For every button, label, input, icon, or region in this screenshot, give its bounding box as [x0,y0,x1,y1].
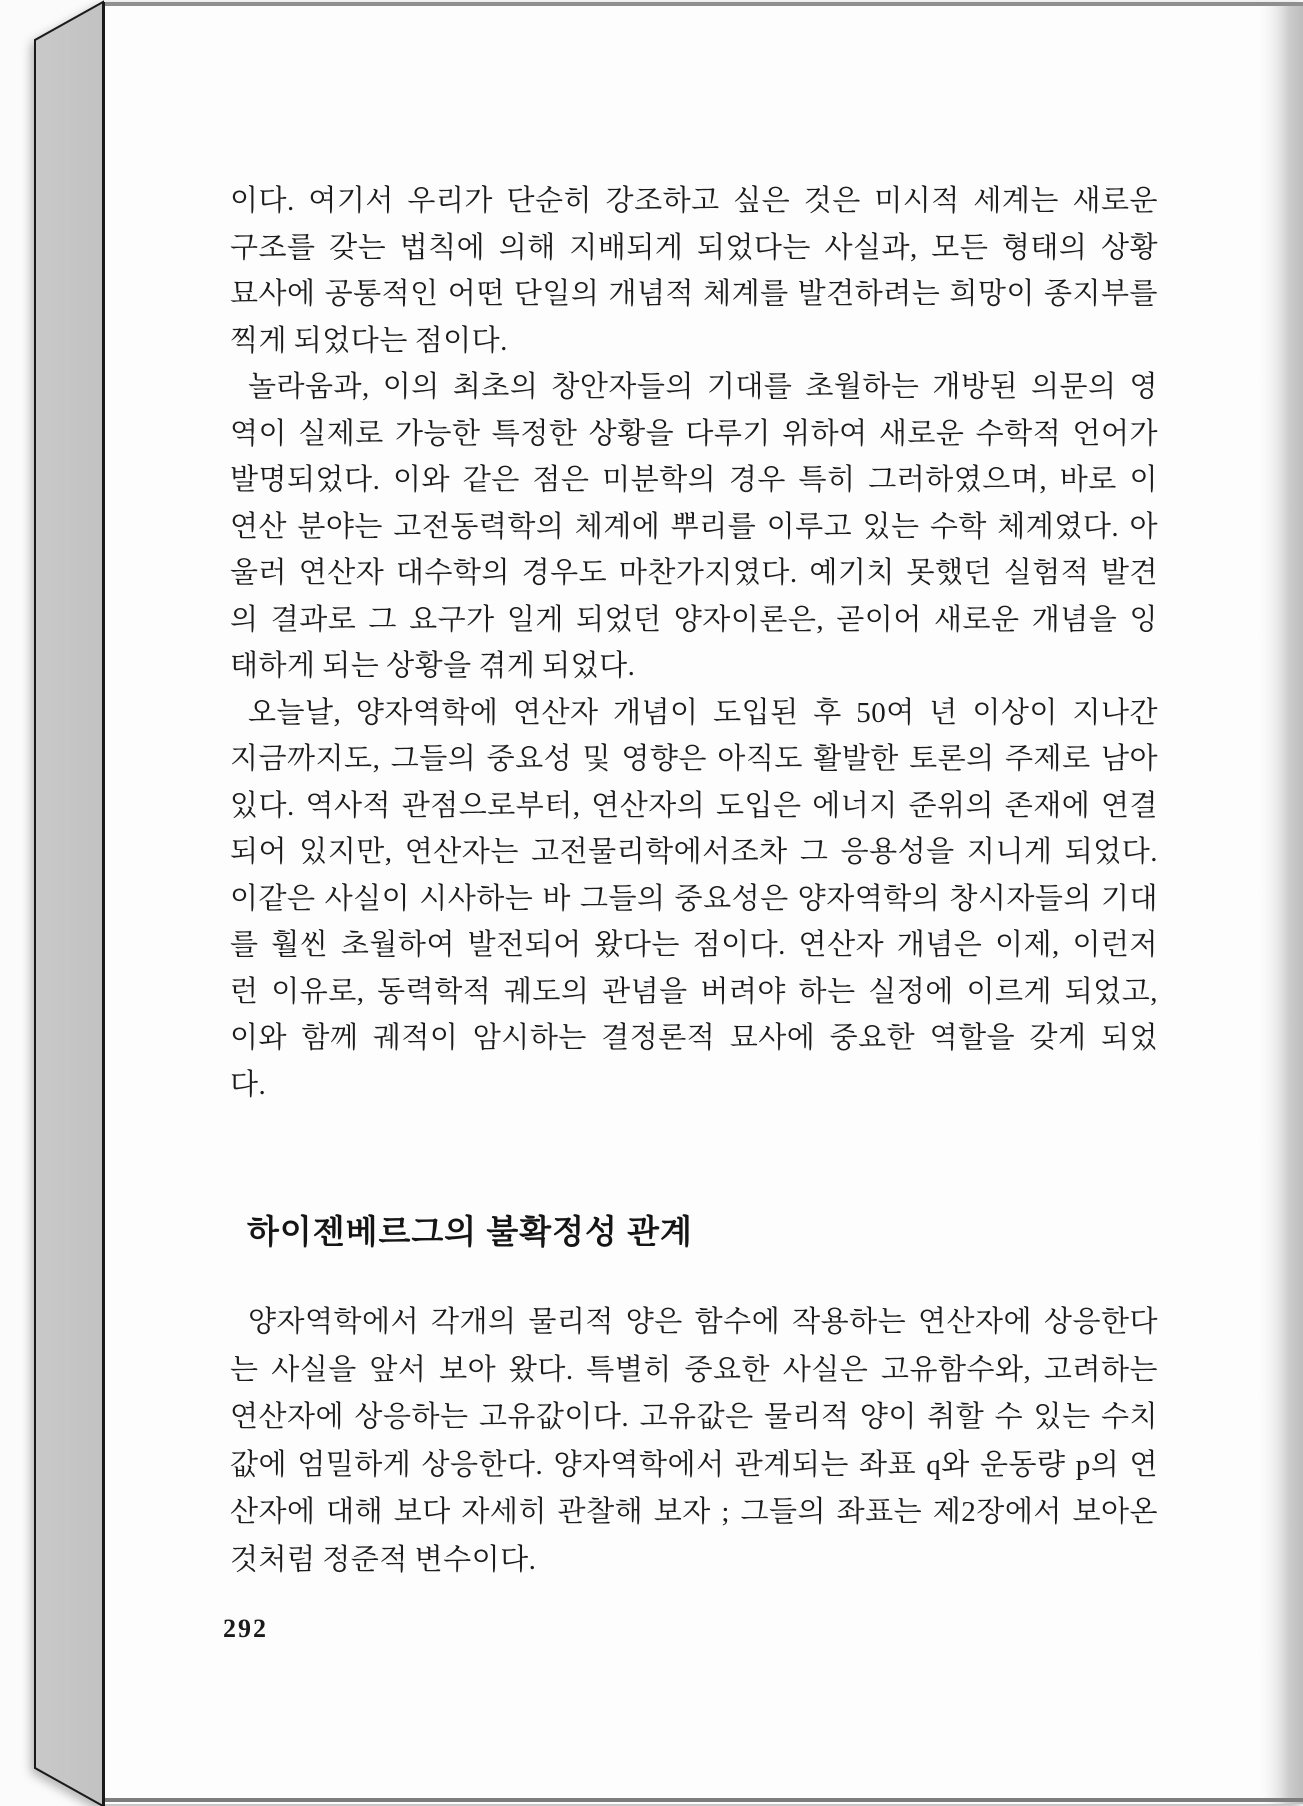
text-line: 발명되었다. 이와 같은 점은 미분학의 경우 특히 그러하였으며, 바로 이 [230,464,1158,496]
page-stack-spine [35,2,103,1806]
text-line: 태하게 되는 상황을 겪게 되었다. [230,650,636,682]
text-line: 묘사에 공통적인 어떤 단일의 개념적 체계를 발견하려는 희망이 종지부를 [230,278,1158,310]
text-line: 연산자에 상응하는 고유값이다. 고유값은 물리적 양이 취할 수 있는 수치 [230,1401,1158,1433]
text-line: 양자역학에서 각개의 물리적 양은 함수에 작용하는 연산자에 상응한다 [248,1306,1158,1338]
text-line: 울러 연산자 대수학의 경우도 마찬가지였다. 예기치 못했던 실험적 발견 [230,557,1158,589]
text-line: 연산 분야는 고전동력학의 체계에 뿌리를 이루고 있는 수학 체계였다. 아 [230,510,1158,543]
page-content [103,2,1303,1804]
text-line: 이같은 사실이 시사하는 바 그들의 중요성은 양자역학의 창시자들의 기대 [230,882,1158,915]
body-text-block [230,178,1158,1108]
page-number: 292 [223,1614,268,1643]
text-line: 이와 함께 궤적이 암시하는 결정론적 묘사에 중요한 역할을 갖게 되었 [230,1022,1158,1054]
text-line: 이다. 여기서 우리가 단순히 강조하고 싶은 것은 미시적 세계는 새로운 [230,185,1158,217]
text-line: 되어 있지만, 연산자는 고전물리학에서조차 그 응용성을 지니게 되었다. [230,836,1158,868]
text-line: 산자에 대해 보다 자세히 관찰해 보자 ; 그들의 좌표는 제2장에서 보아온 [230,1496,1158,1528]
text-line: 것처럼 정준적 변수이다. [230,1543,537,1576]
text-line: 오늘날, 양자역학에 연산자 개념이 도입된 후 50여 년 이상이 지나간 [248,696,1158,729]
text-line: 지금까지도, 그들의 중요성 및 영향은 아직도 활발한 토론의 주제로 남아 [230,743,1158,775]
text-line: 놀라움과, 이의 최초의 창안자들의 기대를 초월하는 개방된 의문의 영 [248,371,1158,403]
section-heading: 하이젠베르그의 불확정성 관계 [247,1215,693,1251]
text-line: 는 사실을 앞서 보아 왔다. 특별히 중요한 사실은 고유함수와, 고려하는 [230,1353,1158,1386]
text-line: 찍게 되었다는 점이다. [230,324,508,357]
text-line: 의 결과로 그 요구가 일게 되었던 양자이론은, 곧이어 새로운 개념을 잉 [230,603,1158,636]
text-line: 를 훨씬 초월하여 발전되어 왔다는 점이다. 연산자 개념은 이제, 이런저 [230,929,1158,961]
text-line: 다. [230,1068,267,1101]
section-text-block [230,1299,1158,1584]
text-line: 런 이유로, 동력학적 궤도의 관념을 버려야 하는 실정에 이르게 되었고, [230,975,1158,1008]
text-line: 구조를 갖는 법칙에 의해 지배되게 되었다는 사실과, 모든 형태의 상황 [230,231,1158,264]
text-line: 있다. 역사적 관점으로부터, 연산자의 도입은 에너지 준위의 존재에 연결 [230,789,1158,822]
text-line: 값에 엄밀하게 상응한다. 양자역학에서 관계되는 좌표 q와 운동량 p의 연 [230,1448,1158,1481]
text-line: 역이 실제로 가능한 특정한 상황을 다루기 위하여 새로운 수학적 언어가 [230,417,1158,450]
